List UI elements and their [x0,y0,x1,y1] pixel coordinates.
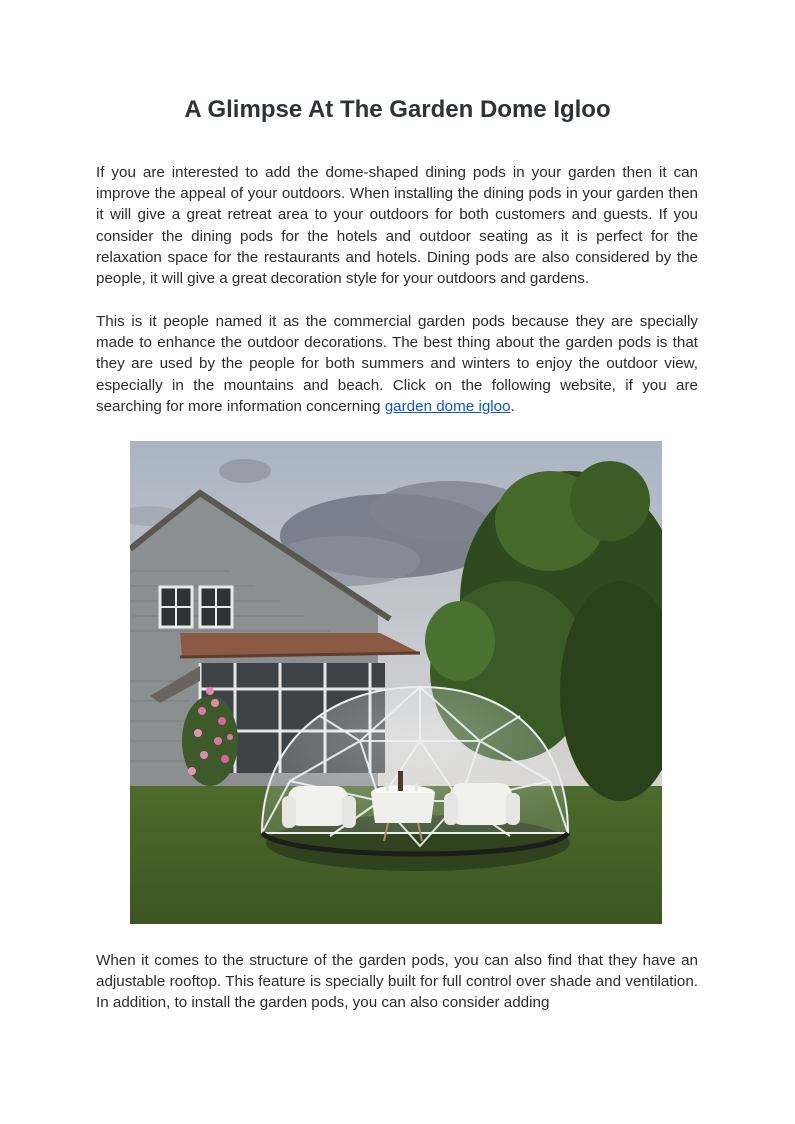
paragraph-commercial-pods-end: . [510,397,515,415]
paragraph-commercial-pods-text: This is it people named it as the commercial garden pods because they are specially made to enhance the outdoor decorations. The best thing about the garden pods is that they are used by the people for both summers and winters to enjoy the outdoor view, especially in the mountains and beach. Click on the following website, if you are searching for more information concerning [96,313,698,415]
paragraph-commercial-pods [96,311,698,417]
garden-dome-photo [130,441,662,924]
garden-dome-igloo-link[interactable]: garden dome igloo [384,397,511,415]
paragraph-structure: When it comes to the structure of the garden pods, you can also find that they have an adjustable rooftop. This feature is specially built for full control over shade and ventilation. In addition, to install the garden pods, you can also consider adding [96,952,698,1012]
page-title: A Glimpse At The Garden Dome Igloo [184,96,611,123]
paragraph-intro: If you are interested to add the dome-shaped dining pods in your garden then it can improve the appeal of your outdoors. When installing the dining pods in your garden then it will give a great retreat area to your outdoors for both customers and guests. If you consider the dining pods for the hotels and outdoor seating as it is perfect for the relaxation space for the restaurants and hotels. Dining pods are also considered by the people, it will give a great decoration style for your outdoors and gardens. [96,164,698,288]
